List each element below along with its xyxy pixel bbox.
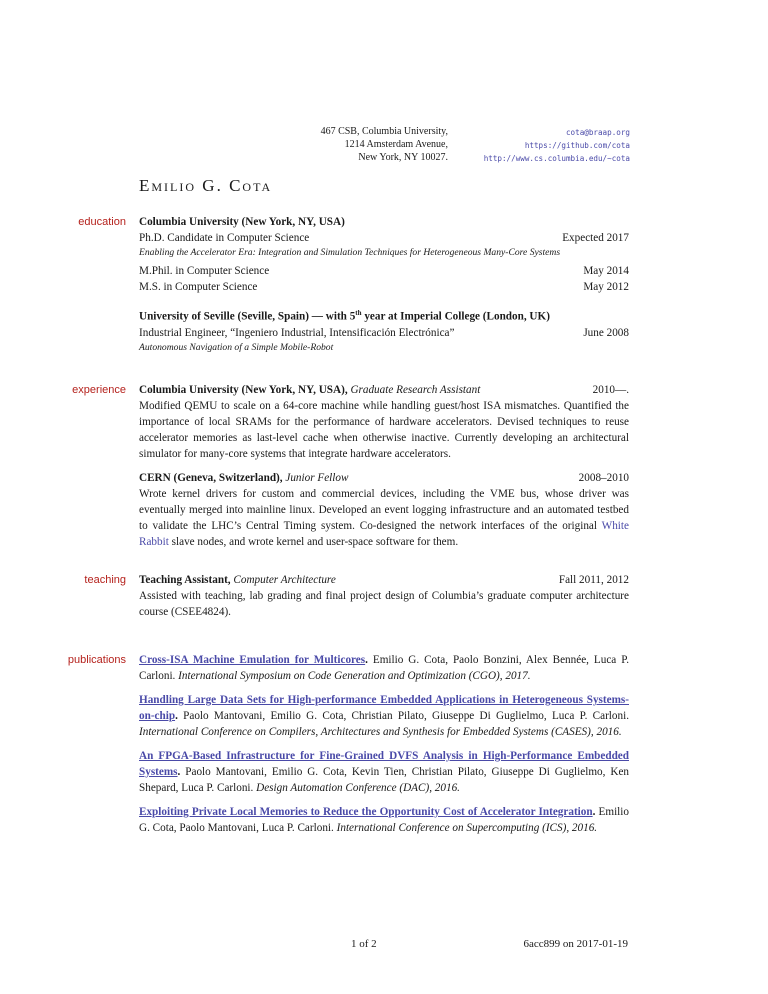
experience-section	[139, 382, 629, 550]
job-date: 2008–2010	[578, 472, 629, 484]
section-label-publications: publications	[67, 654, 126, 666]
date: May 2014	[583, 265, 629, 277]
edu-ms-row	[139, 279, 629, 295]
job1-heading	[139, 382, 629, 398]
email-link[interactable]: cota@braap.org	[565, 128, 630, 137]
address-block	[321, 125, 448, 164]
publication-authors: Paolo Mantovani, Emilio G. Cota, Kevin Tien, Christian Pilato, Giuseppe Di Guglielmo, Ken Shepard, Luca P. Carloni.	[139, 766, 630, 794]
homepage-link[interactable]: http://www.cs.columbia.edu/~cota	[483, 154, 630, 163]
edu-phd-row	[139, 230, 629, 246]
date: Expected 2017	[562, 232, 629, 244]
degree: M.Phil. in Computer Science	[139, 265, 270, 277]
publication-authors: Emilio G. Cota, Paolo Bonzini, Alex Bennée, Luca P. Carloni.	[139, 654, 629, 682]
job-role: Junior Fellow	[285, 472, 349, 484]
page-title: Emilio G. Cota	[139, 176, 273, 195]
white-rabbit-link[interactable]: White Rabbit	[139, 520, 629, 548]
publication-item: Cross-ISA Machine Emulation for Multicores. Emilio G. Cota, Paolo Bonzini, Alex Bennée, Luca P. Carloni. International Symposium on Code Generation and Optimization (CGO), 2017.	[139, 654, 629, 682]
publication-venue: Design Automation Conference (DAC), 2016.	[256, 782, 460, 794]
publication-venue: International Conference on Compilers, Architectures and Synthesis for Embedded Systems (CASES), 2016.	[139, 726, 622, 738]
publication-title-link[interactable]: Cross-ISA Machine Emulation for Multicores	[139, 654, 366, 666]
teaching-course: Computer Architecture	[233, 574, 336, 586]
edu-columbia-title: Columbia University (New York, NY, USA)	[139, 216, 345, 228]
teaching-date: Fall 2011, 2012	[558, 574, 629, 586]
publication-title-link[interactable]: Exploiting Private Local Memories to Reduce the Opportunity Cost of Accelerator Integration	[139, 806, 593, 818]
project-title: Autonomous Navigation of a Simple Mobile-Robot	[139, 341, 334, 353]
teaching-title: Teaching Assistant,	[139, 574, 231, 586]
education-section	[139, 214, 629, 355]
contact-block	[484, 126, 630, 165]
job-date: 2010—.	[592, 384, 629, 396]
edu-mphil-row	[139, 263, 629, 279]
section-label-education: education	[78, 216, 126, 228]
job-org: Columbia University (New York, NY, USA),	[139, 384, 348, 396]
github-link[interactable]: https://github.com/cota	[524, 141, 630, 150]
publications-section	[139, 652, 629, 836]
degree: Industrial Engineer, “Ingeniero Industrial, Intensificación Electrónica”	[139, 326, 455, 339]
date: June 2008	[583, 326, 629, 339]
publication-authors: Emilio G. Cota, Paolo Mantovani, Luca P. Carloni.	[139, 806, 629, 834]
teaching-heading	[139, 572, 629, 588]
publication-venue: International Conference on Supercomputing (ICS), 2016.	[336, 822, 598, 834]
degree: M.S. in Computer Science	[139, 281, 258, 293]
thesis-title: Enabling the Accelerator Era: Integration and Simulation Techniques for Heterogeneous Many-Core Systems	[139, 247, 561, 258]
address-line: 1214 Amsterdam Avenue,	[344, 139, 448, 150]
edu-engineer-row	[139, 325, 629, 341]
degree: Ph.D. Candidate in Computer Science	[139, 232, 310, 244]
job2-description: Wrote kernel drivers for custom and commercial devices, including the VME bus, whose driver was eventually merged into mainline linux. Developed an event logging infrastructure and an automated testbed to validate the LHC’s Central Timing system. Co-designed the network interfaces of the original White Rabbit slave nodes, and wrote kernel and user-space software for them.	[139, 488, 629, 548]
version-stamp: 6acc899 on 2017-01-19	[523, 938, 628, 950]
job2-heading	[139, 470, 629, 486]
job-org: CERN (Geneva, Switzerland),	[139, 472, 283, 484]
teaching-section	[139, 572, 629, 620]
publication-venue: International Symposium on Code Generation and Optimization (CGO), 2017.	[178, 670, 531, 682]
publication-title-link[interactable]: An FPGA-Based Infrastructure for Fine-Grained DVFS Analysis in High-Performance Embedded Systems	[139, 750, 629, 778]
publication-title-link[interactable]: Handling Large Data Sets for High-performance Embedded Applications in Heterogeneous Systems-on-chip	[139, 694, 629, 722]
publication-authors: Paolo Mantovani, Emilio G. Cota, Christian Pilato, Giuseppe Di Guglielmo, Luca P. Carloni.	[183, 710, 629, 722]
page-number: 1 of 2	[351, 938, 377, 950]
section-label-teaching: teaching	[84, 574, 126, 586]
section-label-experience: experience	[72, 384, 126, 396]
publication-item: Handling Large Data Sets for High-performance Embedded Applications in Heterogeneous Systems-on-chip. Paolo Mantovani, Emilio G. Cota, Christian Pilato, Giuseppe Di Guglielmo, Luca P. Carloni. International Conference on Compilers, Architectures and Synthesis for Embedded Systems (CASES), 2016.	[139, 694, 629, 738]
job1-description: Modified QEMU to scale on a 64-core machine while handling guest/host ISA mismatches. Quantified the importance of local SRAMs for the performance of hardware accelerators. Devised techniques to reuse accelerator memories as last-level cache when otherwise inactive. Currently developing an architectural simulator for many-core systems that integrate hardware accelerators.	[139, 400, 629, 460]
address-line: New York, NY 10027.	[358, 152, 448, 163]
edu-seville-title: University of Seville (Seville, Spain) — with 5th year at Imperial College (London, UK)	[139, 309, 550, 323]
job-role: Graduate Research Assistant	[350, 384, 481, 396]
date: May 2012	[583, 281, 629, 293]
teaching-description: Assisted with teaching, lab grading and final project design of Columbia’s graduate computer architecture course (CSEE4824).	[139, 590, 629, 618]
publication-item: Exploiting Private Local Memories to Reduce the Opportunity Cost of Accelerator Integration. Emilio G. Cota, Paolo Mantovani, Luca P. Carloni. International Conference on Supercomputing (ICS), 2016.	[139, 806, 629, 834]
address-line: 467 CSB, Columbia University,	[320, 126, 448, 137]
publication-item: An FPGA-Based Infrastructure for Fine-Grained DVFS Analysis in High-Performance Embedded Systems. Paolo Mantovani, Emilio G. Cota, Kevin Tien, Christian Pilato, Giuseppe Di Guglielmo, Ken Shepard, Luca P. Carloni. Design Automation Conference (DAC), 2016.	[139, 750, 630, 794]
